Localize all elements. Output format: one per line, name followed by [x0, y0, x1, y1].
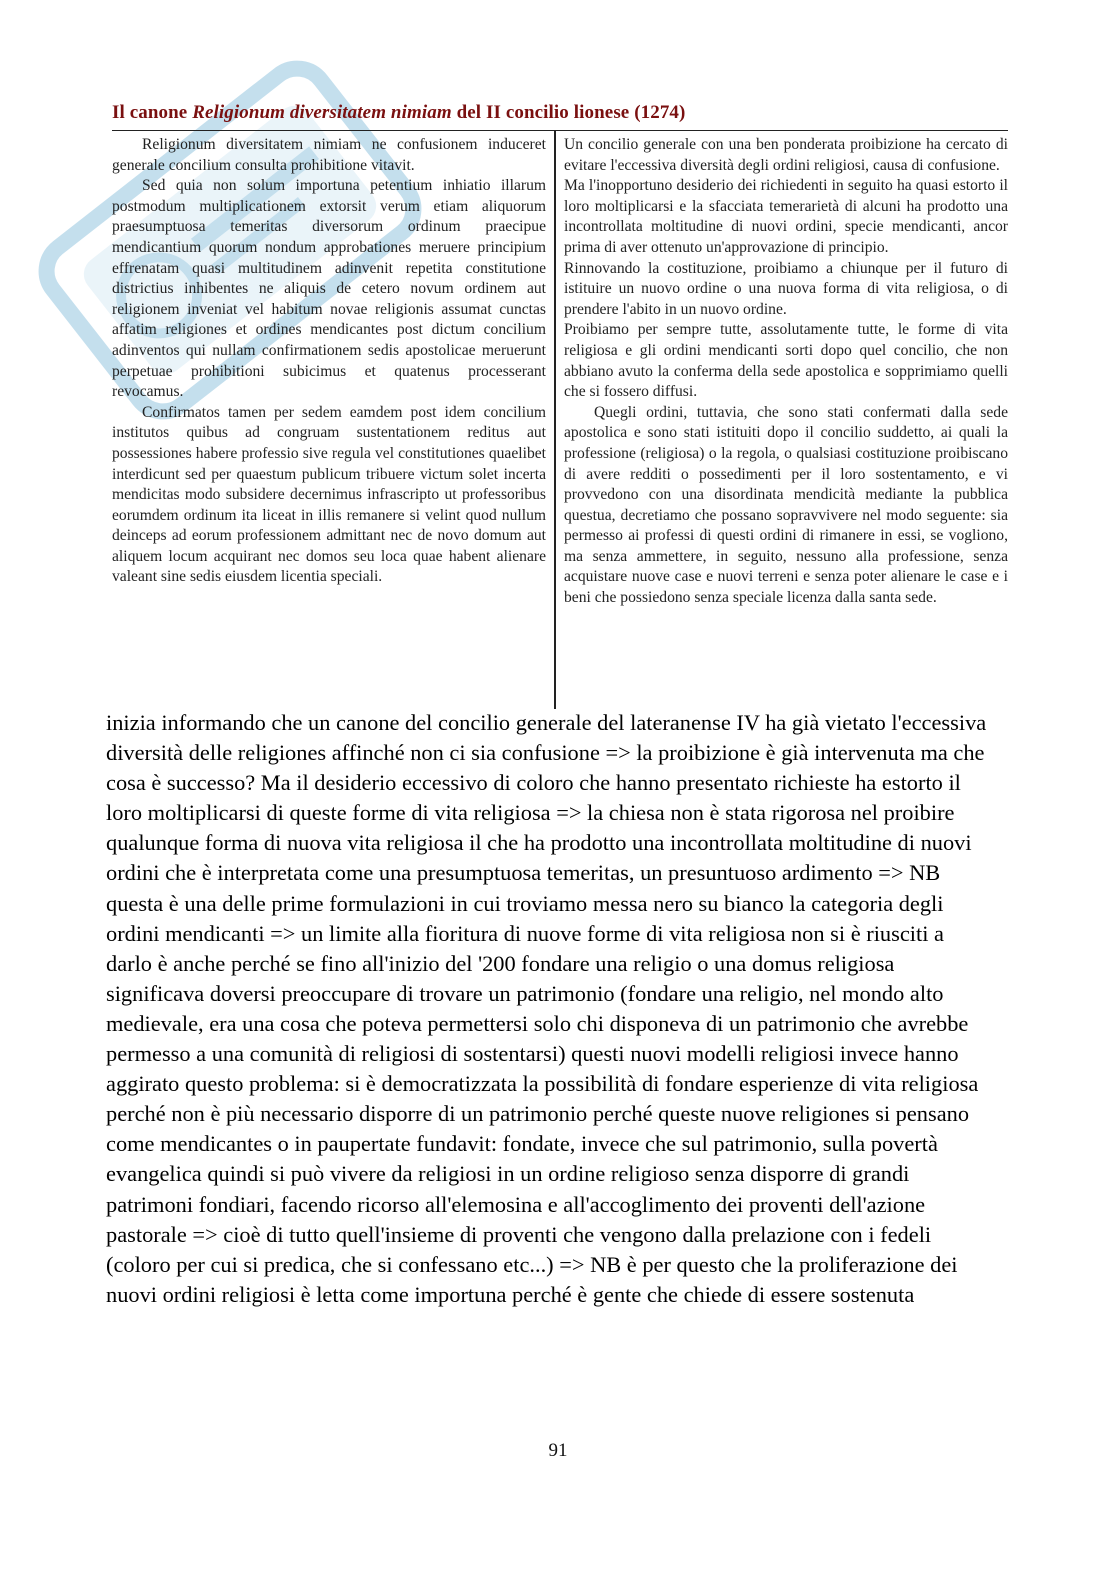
- parallel-text-table: [112, 130, 1008, 709]
- latin-paragraph: Confirmatos tamen per sedem eamdem post idem concilium institutos quibus ad congruam sustentationem reditus aut possessiones habere professio sive regula vel constitutiones quaelibet interdicunt sed per quaestum publicum tribuere victum solet incerta mendicitas modo subsidere decernimus infrascripto ut professoribus eorumdem ordinum ita liceat in illis remanere si velint quod nullum deinceps ad eorum professionem admittant nec de novo domum aut aliquem locum acquirant nec domos seu loca quae habent alienare valeant sine sedis eiusdem licentia speciali.: [112, 403, 546, 586]
- column-divider: [554, 131, 556, 709]
- commentary-paragraph: inizia informando che un canone del concilio generale del lateranense IV ha già vietato l'eccessiva diversità delle religiones affinché non ci sia confusione => la proibizione è già intervenuta ma che cosa è successo? Ma il desiderio eccessivo di coloro che hanno presentato richieste ha estorto il loro moltiplicarsi di queste forme di vita religiosa => la chiesa non è stata rigorosa nel proibire qualunque forma di nuova vita religiosa il che ha prodotto una incontrollata moltitudine di nuovi ordini che è interpretata come una presumptuosa temeritas, un presuntuoso ardimento => NB questa è una delle prime formulazioni in cui troviamo messa nero su bianco la categoria degli ordini mendicanti => un limite alla fioritura di nuove forme di vita religiosa non si è riusciti a darlo è anche perché se fino all'inizio del '200 fondare una religio o una domus religiosa significava doversi preoccupare di trovare un patrimonio (fondare una religio, nel mondo alto medievale, era una cosa che poteva permettersi solo chi disponeva di un patrimonio che avrebbe permesso a una comunità di religiosi di sostentarsi) questi nuovi modelli religiosi invece hanno aggirato questo problema: si è democratizzata la possibilità di fondare esperienze di vita religiosa perché non è più necessario disporre di un patrimonio perché queste nuove religiones si pensano come mendicantes o in paupertate fundavit: fondate, invece che sul patrimonio, sulla povertà evangelica quindi si può vivere da religiosi in un ordine religioso senza disporre di grandi patrimoni fondiari, facendo ricorso all'elemosina e all'accoglimento dei proventi dell'azione pastorale => cioè di tutto quell'insieme di proventi che vengono dalla prelazione con i fedeli (coloro per cui si predica, che si confessano etc...) => NB è per questo che la proliferazione dei nuovi ordini religiosi è letta come importuna perché è gente che chiede di essere sostenuta: [106, 710, 987, 1307]
- italian-text-column: [564, 135, 1008, 609]
- italian-paragraph: Un concilio generale con una ben ponderata proibizione ha cercato di evitare l'eccessiva diversità degli ordini religiosi, causa di confusione.: [564, 136, 1008, 174]
- italian-paragraph: Proibiamo per sempre tutte, assolutamente tutte, le forme di vita religiosa e gli ordini mendicanti sorti dopo quel concilio, che non abbiano avuto la conferma della sede apostolica e sopprimiamo quelli che si fossero diffusi.: [564, 321, 1008, 401]
- commentary-text: [106, 708, 990, 1310]
- title-italic: Religionum diversitatem nimiam: [192, 102, 452, 123]
- italian-paragraph: Rinnovando la costituzione, proibiamo a chiunque per il futuro di istituire un nuovo ordine o una nuova forma di vita religiosa, o di prendere l'abito in un nuovo ordine.: [564, 259, 1008, 318]
- latin-paragraph: Sed quia non solum importuna petentium inhiatio illarum postmodum multiplicationem extorsit verum etiam aliquorum praesumptuosa temeritas diversorum ordinum praecipue mendicantium quorum nondum approbationes meruere principium effrenatam quasi multitudinem adinvenit repetita constitutione districtius inhibentes ne aliquis de cetero novum ordinem aut religionem inveniat vel habitum novae religionis assumat cunctas affatim religiones et ordines mendicantes post dictum concilium adinventos qui nullam confirmationem sedis apostolicae meruerunt perpetuae prohibitioni subicimus et quatenus processerant revocamus.: [112, 177, 546, 401]
- italian-paragraph: Quegli ordini, tuttavia, che sono stati confermati dalla sede apostolica e sono stati istituiti dopo il concilio suddetto, ai quali la professione (religiosa) o la regola, o qualsiasi costituzione proibiscano di avere redditi o possedimenti per il loro sostentamento, e vi provvedono con una disordinata mendicità mediante la pubblica questua, decretiamo che possano sopravvivere nel modo seguente: sia permesso ai professi di questi ordini di rimanere in essi, se vogliono, ma senza ammettere, in seguito, nessuno alla professione, senza acquistare nuove case e nuovi terreni e senza poter alienare le case e i beni che possiedono senza speciale licenza dalla santa sede.: [564, 403, 1008, 607]
- document-title: [112, 102, 1007, 124]
- latin-paragraph: Religionum diversitatem nimiam ne confusionem induceret generale concilium consulta prohibitione vitavit.: [112, 136, 546, 174]
- title-prefix: Il canone: [112, 102, 193, 123]
- latin-text-column: [112, 135, 546, 588]
- italian-paragraph: Ma l'inopportuno desiderio dei richiedenti in seguito ha quasi estorto il loro moltiplicarsi e la sfacciata temerarietà di alcuni ha prodotto una incontrollata moltitudine di nuovi ordini, specie mendicanti, ancor prima di aver ottenuto un'approvazione di principio.: [564, 177, 1008, 256]
- title-suffix: del II concilio lionese (1274): [451, 102, 686, 123]
- page-number: 91: [548, 1440, 568, 1461]
